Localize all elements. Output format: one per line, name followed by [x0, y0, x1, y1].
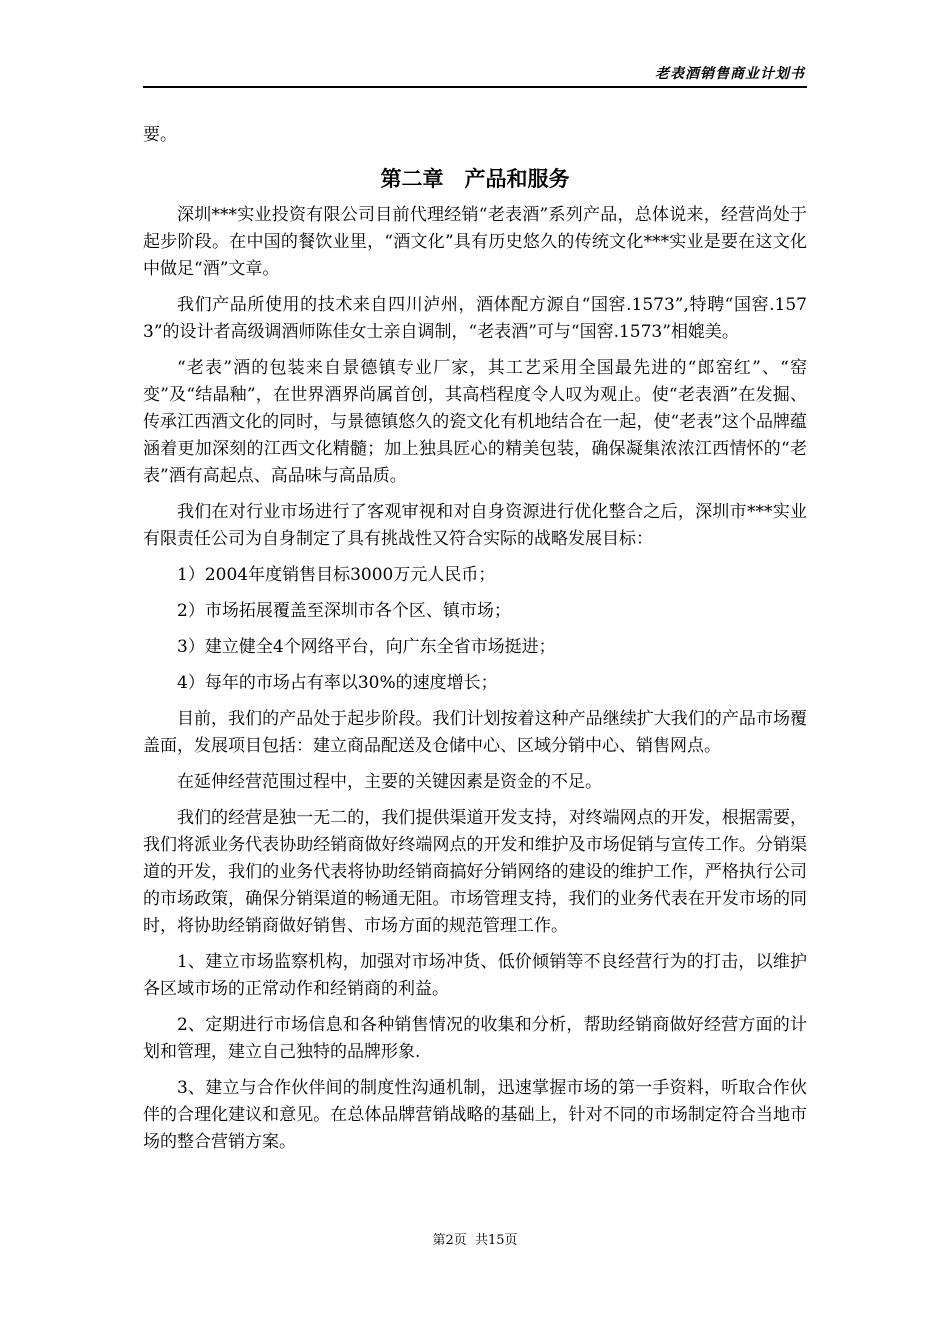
page-header — [143, 62, 807, 88]
paragraph: 目前，我们的产品处于起步阶段。我们计划按着这种产品继续扩大我们的产品市场覆盖面，发展项目包括：建立商品配送及仓储中心、区域分销中心、销售网点。 — [143, 709, 807, 756]
paragraph: 我们的经营是独一无二的，我们提供渠道开发支持，对终端网点的开发，根据需要，我们将派业务代表协助经销商做好终端网点的开发和维护及市场促销与宣传工作。分销渠道的开发，我们的业务代表将协助经销商搞好分销网络的建设的维护工作，严格执行公司的市场政策，确保分销渠道的畅通无阻。市场管理支持，我们的业务代表在开发市场的同时，将协助经销商做好销售、市场方面的规范管理工作。 — [143, 808, 807, 936]
goal-item: 3）建立健全4个网络平台，向广东全省市场挺进； — [177, 637, 556, 657]
paragraph: 我们在对行业市场进行了客观审视和对自身资源进行优化整合之后，深圳市***实业有限责任公司为自身制定了具有挑战性又符合实际的战略发展目标： — [143, 502, 807, 549]
goal-item: 4）每年的市场占有率以30%的速度增长； — [177, 673, 498, 693]
document-title: 老表酒销售商业计划书 — [655, 66, 805, 82]
page-number: 第2页 共15页 — [432, 1233, 518, 1248]
page-body — [143, 122, 807, 1165]
numbered-item: 2、定期进行市场信息和各种销售情况的收集和分析，帮助经销商做好经营方面的计划和管理，建立自己独特的品牌形象. — [143, 1015, 807, 1062]
paragraph: 我们产品所使用的技术来自四川泸州，酒体配方源自“国窖.1573”,特聘“国窖.1573”的设计者高级调酒师陈佳女士亲自调制，“老表酒”可与“国窖.1573”相媲美。 — [143, 295, 807, 342]
numbered-item: 3、建立与合作伙伴间的制度性沟通机制，迅速掌握市场的第一手资料，听取合作伙伴的合理化建议和意见。在总体品牌营销战略的基础上，针对不同的市场制定符合当地市场的整合营销方案。 — [143, 1078, 807, 1152]
paragraph: “老表”酒的包装来自景德镇专业厂家，其工艺采用全国最先进的“郎窑红”、“窑变”及“结晶釉”，在世界酒界尚属首创，其高档程度令人叹为观止。使“老表酒”在发掘、传承江西酒文化的同时，与景德镇悠久的瓷文化有机地结合在一起，使“老表”这个品牌蕴涵着更加深刻的江西文化精髓；加上独具匠心的精美包装，确保凝集浓浓江西情怀的“老表”酒有高起点、高品味与高品质。 — [143, 358, 807, 486]
numbered-item: 1、建立市场监察机构，加强对市场冲货、低价倾销等不良经营行为的打击，以维护各区域市场的正常动作和经销商的利益。 — [143, 952, 807, 999]
paragraph: 深圳***实业投资有限公司目前代理经销“老表酒”系列产品，总体说来，经营尚处于起步阶段。在中国的餐饮业里，“酒文化”具有历史悠久的传统文化***实业是要在这文化中做足“酒”文章。 — [143, 205, 807, 279]
goal-item: 2）市场拓展覆盖至深圳市各个区、镇市场； — [177, 601, 511, 621]
chapter-title: 第二章 产品和服务 — [380, 166, 570, 191]
goal-item: 1）2004年度销售目标3000万元人民币； — [177, 565, 496, 585]
paragraph: 在延伸经营范围过程中，主要的关键因素是资金的不足。 — [177, 772, 602, 792]
continuation-text: 要。 — [143, 125, 177, 145]
